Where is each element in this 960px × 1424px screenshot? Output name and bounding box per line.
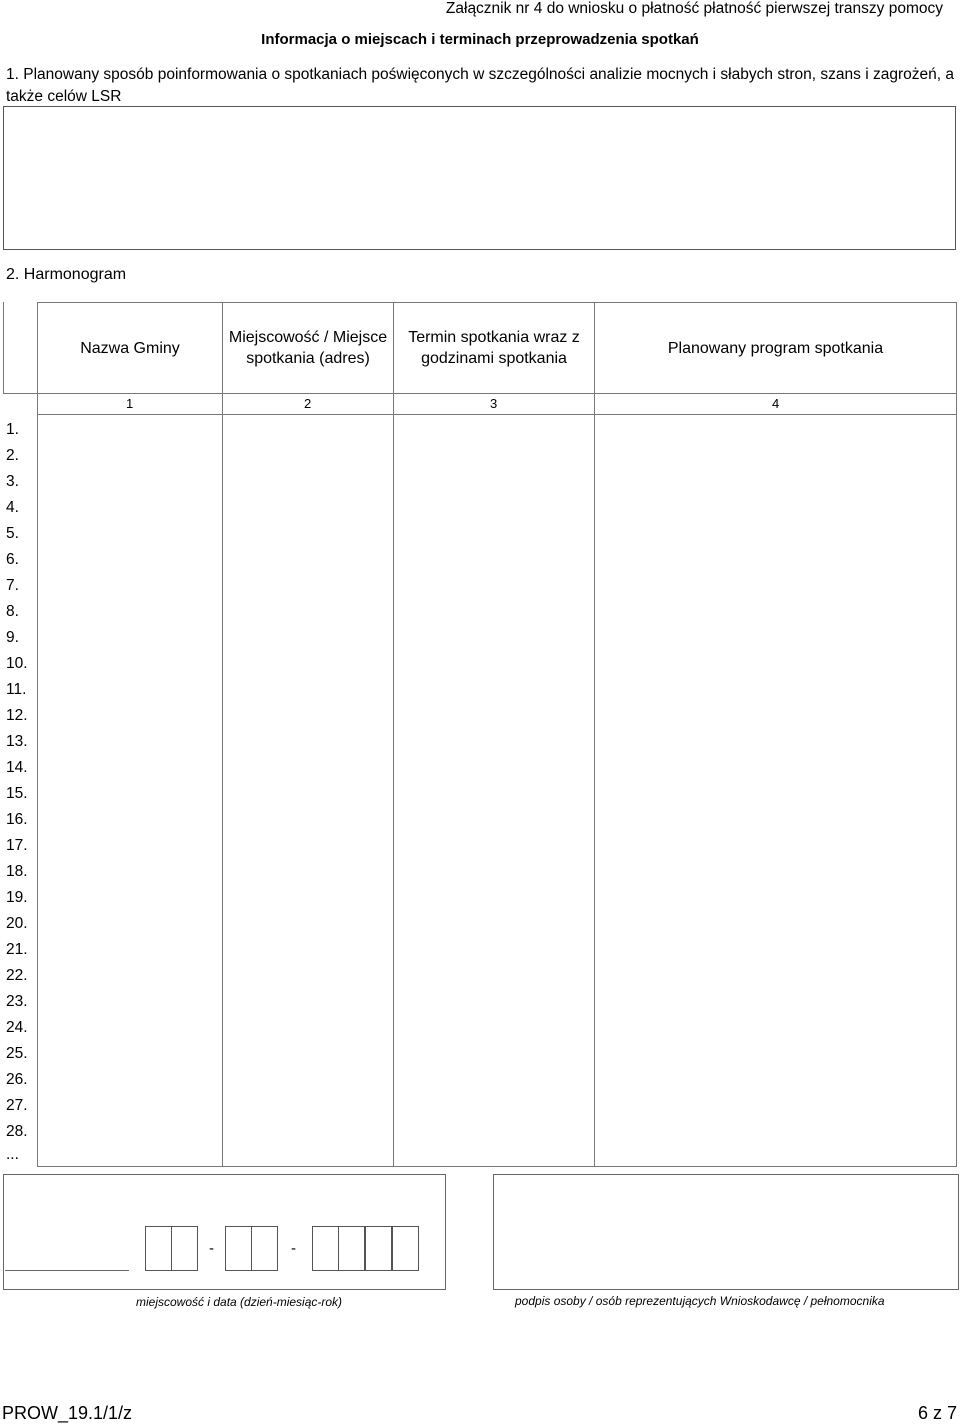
signature-box[interactable] [493, 1174, 959, 1290]
row-number: 26. [6, 1071, 28, 1088]
document-code: PROW_19.1/1/z [2, 1403, 133, 1423]
row-number: 9. [6, 629, 19, 646]
row-number: 24. [6, 1019, 28, 1036]
row-number: 18. [6, 863, 28, 880]
column-header-program: Planowany program spotkania [667, 339, 884, 357]
column-header-miejsce: Miejscowość / Miejsce spotkania (adres) [228, 329, 388, 367]
column-number-1: 1 [126, 396, 134, 411]
row-number: ... [6, 1146, 19, 1163]
row-number: 10. [6, 655, 28, 672]
row-number: 15. [6, 785, 28, 802]
row-number: 2. [6, 447, 19, 464]
column-number-4: 4 [772, 396, 780, 411]
row-number: 3. [6, 473, 19, 490]
row-number: 19. [6, 889, 28, 906]
row-number: 17. [6, 837, 28, 854]
column-header-gmina: Nazwa Gminy [80, 339, 180, 357]
row-number: 23. [6, 993, 28, 1010]
row-number: 8. [6, 603, 19, 620]
row-number: 11. [6, 681, 27, 698]
date-separator: - [291, 1240, 296, 1257]
row-number: 4. [6, 499, 19, 516]
row-number: 27. [6, 1097, 28, 1114]
column-header-termin: Termin spotkania wraz z godzinami spotkania [408, 329, 580, 367]
row-number: 13. [6, 733, 28, 750]
section-1-text: 1. Planowany sposób poinformowania o spotkaniach poświęconych w szczególności analizie mocnych i słabych stron, szans i zagrożeń, a także celów LSR [6, 66, 954, 105]
row-number: 14. [6, 759, 28, 776]
annex-label: Załącznik nr 4 do wniosku o płatność płatność pierwszej transzy pomocy [445, 0, 943, 17]
row-number: 16. [6, 811, 28, 828]
row-number: 25. [6, 1045, 28, 1062]
section-2-title: 2. Harmonogram [6, 266, 127, 283]
row-number: 12. [6, 707, 28, 724]
row-number: 5. [6, 525, 19, 542]
place-input-line[interactable] [5, 1270, 129, 1271]
page-number: 6 z 7 [917, 1403, 957, 1423]
section-1-answer-box[interactable] [3, 106, 956, 250]
row-number: 21. [6, 941, 28, 958]
signature-caption: podpis osoby / osób reprezentujących Wnioskodawcę / pełnomocnika [515, 1294, 885, 1308]
row-number: 22. [6, 967, 28, 984]
row-number: 6. [6, 551, 19, 568]
place-date-caption: miejscowość i data (dzień-miesiąc-rok) [136, 1295, 343, 1309]
date-separator: - [209, 1240, 214, 1257]
column-number-3: 3 [490, 396, 498, 411]
column-number-2: 2 [304, 396, 312, 411]
row-number: 28. [6, 1123, 28, 1140]
document-title: Informacja o miejscach i terminach przeprowadzenia spotkań [261, 31, 699, 48]
row-number: 20. [6, 915, 28, 932]
row-number: 1. [6, 421, 19, 438]
row-number: 7. [6, 577, 19, 594]
